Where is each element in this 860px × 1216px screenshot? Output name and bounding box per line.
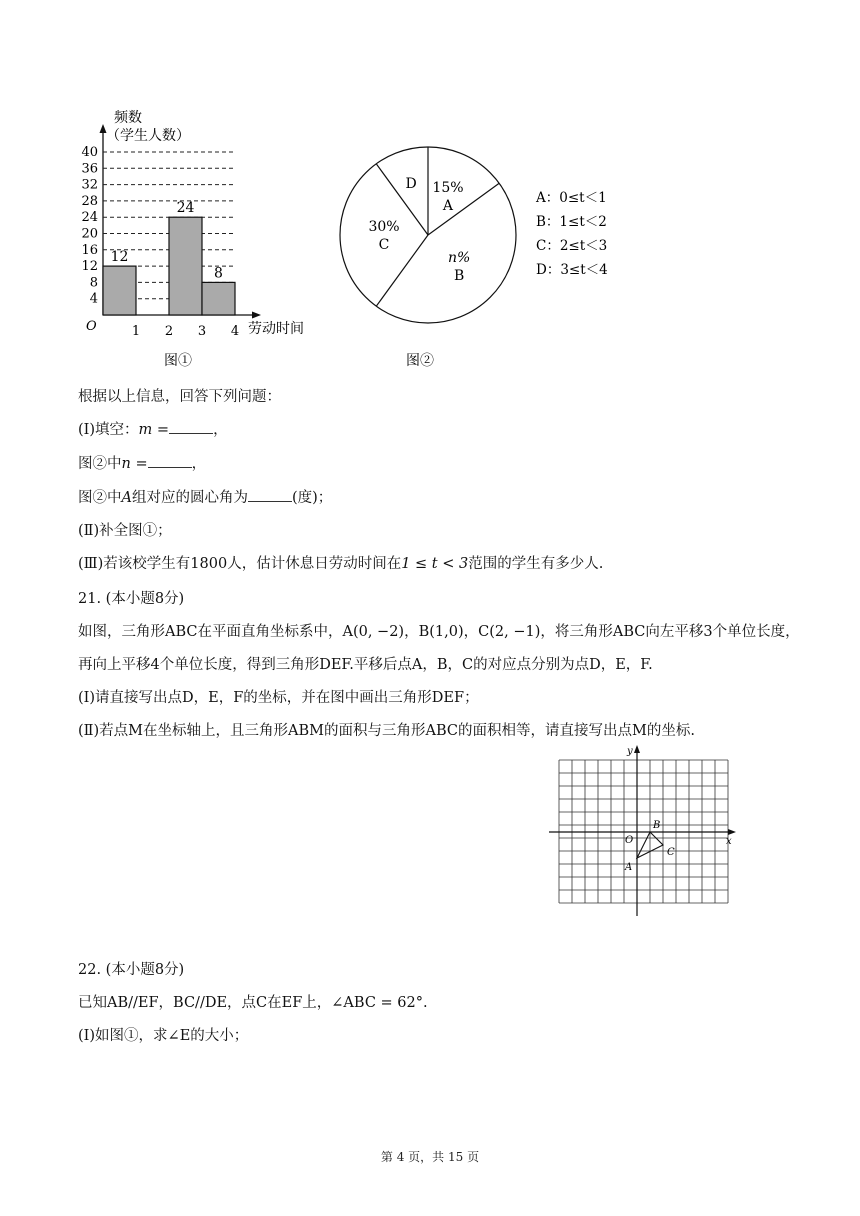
y-tick-label: 40 <box>81 145 98 160</box>
q1-b-blank <box>148 455 192 468</box>
p22-line1: 已知AB//EF，BC//DE，点C在EF上，∠ABC = 62°. <box>78 995 428 1011</box>
q1-c <box>78 486 332 507</box>
q3 <box>78 552 603 573</box>
bar <box>202 282 235 315</box>
point-label: B <box>653 820 661 831</box>
bar-value-label: 12 <box>110 249 129 266</box>
coordinate-grid-figure <box>545 742 745 920</box>
q2-text: (Ⅱ)补全图①； <box>78 523 172 539</box>
q1-b-pre: 图②中 <box>78 456 122 472</box>
q1-c-var: A <box>121 490 132 506</box>
y-tick-label: 36 <box>81 161 98 177</box>
q1-b <box>78 452 206 473</box>
q1-c-pre: 图②中 <box>78 490 122 506</box>
x-tick-label: 1 <box>131 324 141 339</box>
q3-pre: (Ⅲ)若该校学生有1800人，估计休息日劳动时间在 <box>78 556 402 572</box>
pie-slice-label: D <box>405 176 417 193</box>
pie-figure <box>330 125 640 375</box>
y-tick-label: 20 <box>81 226 98 242</box>
q1-c-blank <box>248 489 292 502</box>
q1-a-var: m = <box>138 422 170 438</box>
x-tick-label: 2 <box>164 324 174 339</box>
intro-text: 根据以上信息，回答下列问题： <box>78 389 281 405</box>
y-tick-label: 16 <box>81 242 98 258</box>
q1-a-post: ， <box>213 422 228 438</box>
p22-q1: (I)如图①，求∠E的大小； <box>78 1028 249 1044</box>
bar-value-label: 24 <box>176 200 195 217</box>
y-tick-label: 8 <box>89 275 98 291</box>
p21-q1: (I)请直接写出点D，E，F的坐标，并在图中画出三角形DEF； <box>78 690 479 706</box>
pie-slice-label: B <box>453 268 465 285</box>
pie-percent-label: 15% <box>432 179 464 196</box>
ylabel-line1: 频数 <box>114 110 142 126</box>
pie-legend-item: A：0≤t＜1 <box>536 190 607 206</box>
pie-legend-item: C：2≤t＜3 <box>536 238 608 254</box>
p21-heading: 21. (本小题8分) <box>78 591 185 607</box>
bar-value-label: 8 <box>214 265 223 282</box>
p21-line2: 再向上平移4个单位长度，得到三角形DEF.平移后点A，B，C的对应点分别为点D，E，F. <box>78 657 653 673</box>
page-footer: 第 4 页，共 15 页 <box>380 1150 480 1164</box>
grid-y-arrow <box>634 745 640 753</box>
q3-post: 范围的学生有多少人. <box>468 556 604 572</box>
q1-c-post: (度)； <box>291 490 333 506</box>
y-tick-label: 28 <box>81 193 98 209</box>
pie-percent-label: 30% <box>368 219 400 235</box>
q1-a <box>78 418 228 439</box>
q1-c-mid: 组对应的圆心角为 <box>131 490 248 506</box>
xlabel: 劳动时间 <box>248 321 304 337</box>
pie-legend-item: D：3≤t＜4 <box>536 262 608 278</box>
p21-q2: (Ⅱ)若点M在坐标轴上，且三角形ABM的面积与三角形ABC的面积相等，请直接写出点M的坐标. <box>78 723 695 739</box>
bar <box>103 266 136 315</box>
q1-b-post: ， <box>191 456 207 472</box>
y-tick-label: 24 <box>81 210 98 226</box>
q1-b-var: n = <box>121 456 148 472</box>
grid-x-label: x <box>726 836 732 847</box>
fig2-caption: 图② <box>406 353 434 369</box>
ylabel-line2: （学生人数） <box>106 128 190 144</box>
origin-label: O <box>86 319 97 334</box>
pie-slice-label: C <box>378 237 390 253</box>
y-tick-label: 32 <box>81 177 98 193</box>
pie-slice-label: A <box>442 197 454 214</box>
grid-origin-label: O <box>625 835 634 846</box>
x-axis-arrow <box>252 312 261 319</box>
point-label: C <box>667 847 675 858</box>
pie-legend-item: B：1≤t＜2 <box>536 214 607 230</box>
y-tick-label: 12 <box>81 259 98 275</box>
bar <box>169 217 202 315</box>
grid-y-label: y <box>627 746 633 757</box>
q1-a-blank <box>169 421 213 434</box>
q3-math: 1 ≤ t < 3 <box>401 556 469 572</box>
histogram-figure <box>78 100 328 375</box>
grid-x-arrow <box>728 829 736 835</box>
fig1-caption: 图① <box>164 353 192 369</box>
point-label: A <box>625 862 633 873</box>
pie-percent-label: n% <box>447 250 471 267</box>
p22-heading: 22. (本小题8分) <box>78 962 185 978</box>
x-tick-label: 4 <box>230 324 240 339</box>
y-tick-label: 4 <box>89 291 98 307</box>
p21-line1: 如图，三角形ABC在平面直角坐标系中，A(0, −2)，B(1,0)，C(2, −1)，将三角形ABC向左平移3个单位长度， <box>78 624 800 640</box>
x-tick-label: 3 <box>197 324 207 339</box>
q1-a-pre: (I)填空： <box>78 422 139 438</box>
